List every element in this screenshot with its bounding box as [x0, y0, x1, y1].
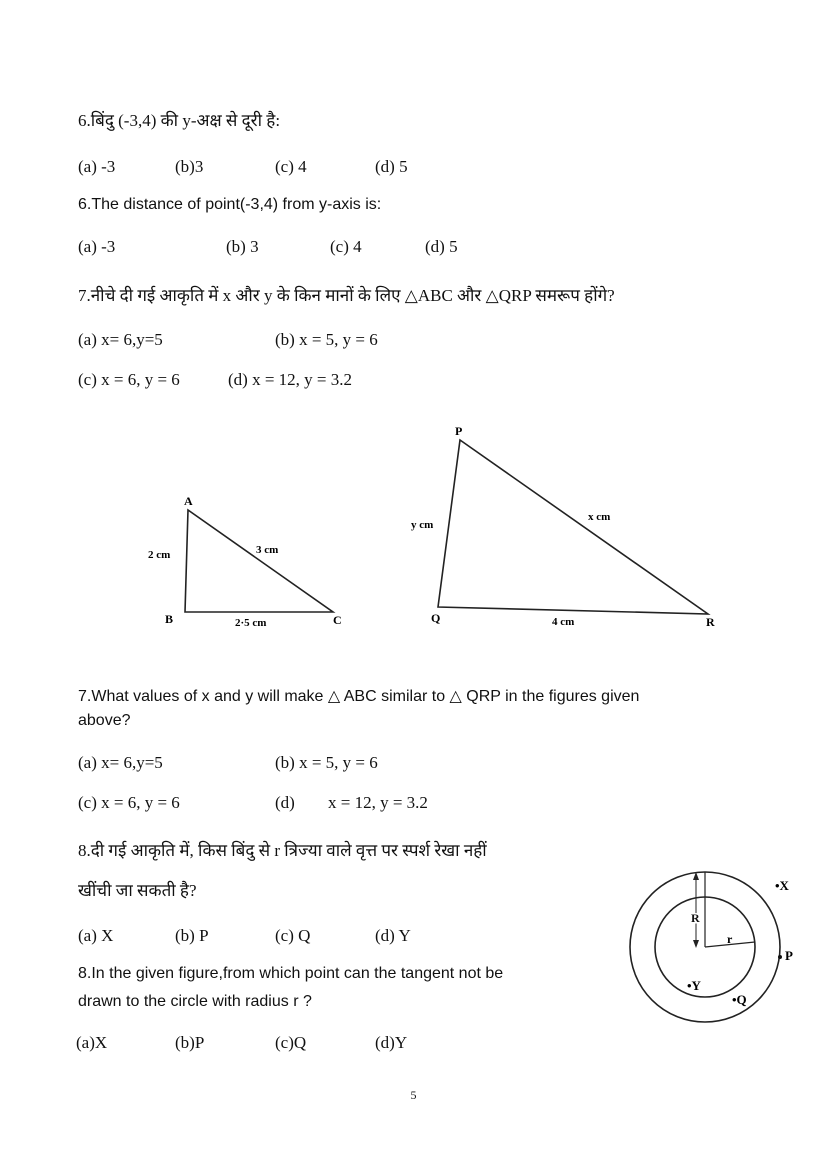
q6-hindi-option-c: (c) 4	[275, 157, 307, 176]
q7-hindi-option-c: (c) x = 6, y = 6	[78, 370, 180, 389]
q8-english-question-line2: drawn to the circle with radius r ?	[78, 993, 312, 1010]
q8-hindi-question-line2: खींची जा सकती है?	[78, 881, 197, 900]
page-number: 5	[410, 1088, 417, 1102]
q6-hindi-question: 6.बिंदु (-3,4) की y-अक्ष से दूरी है:	[78, 111, 281, 130]
q8-hindi-option-d: (d) Y	[375, 926, 411, 945]
q7-english-option-c: (c) x = 6, y = 6	[78, 793, 180, 812]
q7-english-question-line1: 7.What values of x and y will make △ ABC similar to △ QRP in the figures given	[78, 688, 640, 705]
arrow-down-icon	[693, 940, 699, 948]
q7-hindi-question: 7.नीचे दी गई आकृति में x और y के किन मानों के लिए △ABC और △QRP समरूप होंगे?	[78, 286, 615, 305]
point-y: •Y	[687, 978, 701, 993]
similar-triangles-figure	[0, 410, 827, 645]
triangle-abc	[185, 510, 333, 612]
label-big-r: R	[691, 911, 700, 925]
point-p-dot	[778, 955, 782, 959]
q7-english-option-b: (b) x = 5, y = 6	[275, 753, 378, 772]
q7-english-option-a: (a) x= 6,y=5	[78, 753, 163, 772]
q6-english-option-c: (c) 4	[330, 237, 362, 256]
q7-english-question-line2: above?	[78, 712, 131, 729]
q7-english-option-d-label: (d)	[275, 793, 295, 812]
q8-english-option-b: (b)P	[175, 1033, 205, 1052]
label-ab: 2 cm	[148, 549, 171, 561]
label-r: R	[706, 615, 715, 629]
label-c: C	[333, 613, 342, 627]
label-ac: 3 cm	[256, 544, 279, 556]
q8-hindi-question-line1: 8.दी गई आकृति में, किस बिंदु से r त्रिज्या वाले वृत्त पर स्पर्श रेखा नहीं	[78, 841, 487, 860]
q6-hindi-option-d: (d) 5	[375, 157, 408, 176]
point-x: •X	[775, 878, 789, 893]
label-q: Q	[431, 611, 441, 625]
q7-hindi-option-b: (b) x = 5, y = 6	[275, 330, 378, 349]
point-q: •Q	[732, 992, 747, 1007]
q6-hindi-option-a: (a) -3	[78, 157, 116, 176]
q8-english-option-d: (d)Y	[375, 1033, 408, 1052]
q8-english-question-line1: 8.In the given figure,from which point can the tangent not be	[78, 965, 504, 982]
q8-hindi-option-c: (c) Q	[275, 926, 311, 945]
q7-english-option-d-value: x = 12, y = 3.2	[328, 793, 428, 812]
q6-hindi-option-b: (b)3	[175, 157, 204, 176]
q6-english-option-b: (b) 3	[226, 237, 259, 256]
label-pr: x cm	[588, 511, 611, 523]
label-pq: y cm	[411, 519, 434, 531]
label-b: B	[165, 612, 174, 626]
q6-english-option-a: (a) -3	[78, 237, 116, 256]
label-bc: 2·5 cm	[235, 617, 267, 629]
q6-english-option-d: (d) 5	[425, 237, 458, 256]
q8-hindi-option-a: (a) X	[78, 926, 114, 945]
label-small-r: r	[727, 932, 733, 946]
q7-hindi-option-a: (a) x= 6,y=5	[78, 330, 163, 349]
q8-hindi-option-b: (b) P	[175, 926, 209, 945]
label-qr: 4 cm	[552, 616, 575, 628]
q7-hindi-option-d: (d) x = 12, y = 3.2	[228, 370, 352, 389]
label-p: P	[455, 424, 463, 438]
q6-english-question: 6.The distance of point(-3,4) from y-axis is:	[78, 196, 382, 213]
q8-english-option-a: (a)X	[76, 1033, 108, 1052]
label-a: A	[184, 494, 193, 508]
concentric-circles-figure	[600, 850, 827, 1040]
q8-english-option-c: (c)Q	[275, 1033, 307, 1052]
triangle-pqr	[438, 440, 708, 614]
point-p: P	[785, 948, 793, 963]
